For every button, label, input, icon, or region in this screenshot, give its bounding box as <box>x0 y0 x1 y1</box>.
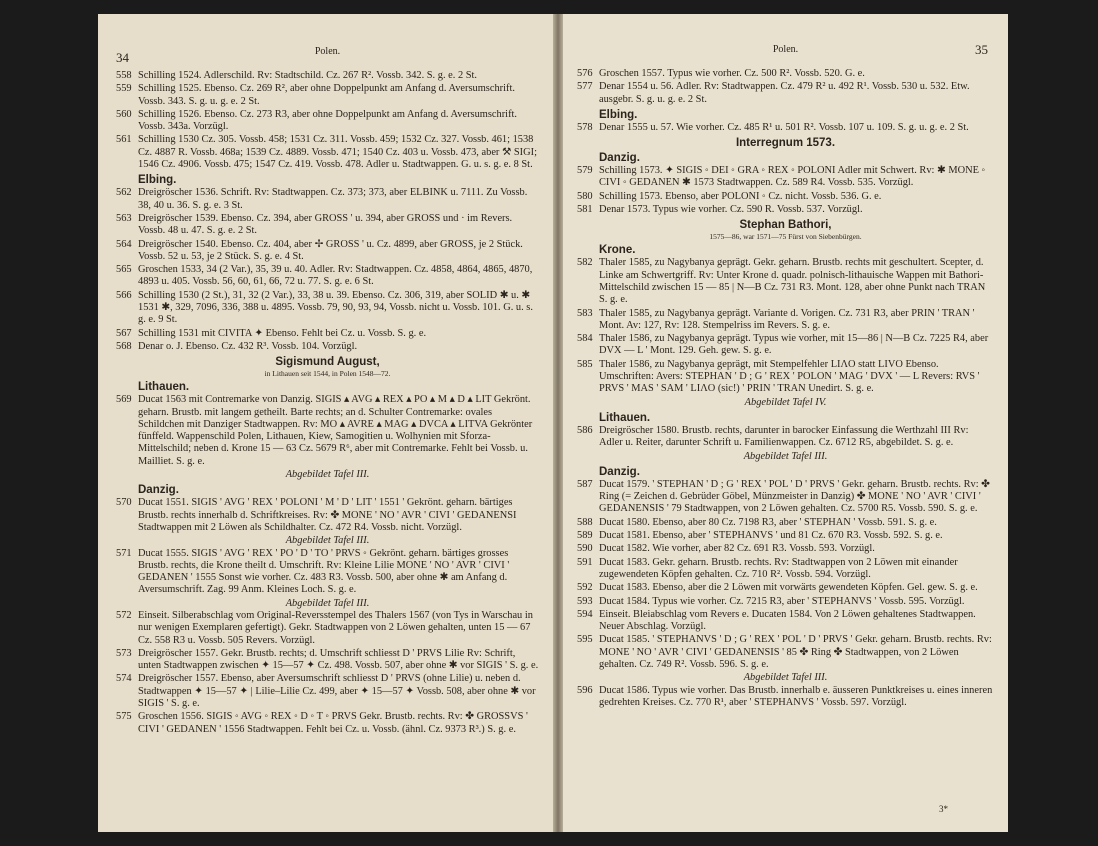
section-heading: Elbing. <box>599 108 638 121</box>
entry-number: 593 <box>577 595 593 607</box>
entry-text: Ducat 1584. Typus wie vorher. Cz. 7215 R3, aber ' STEPHANVS ' Vossb. 595. Vorzügl. <box>599 595 965 607</box>
entry-text: Thaler 1586, zu Nagybanya geprägt. Typus wie vorher, mit 15—86 | N—B Cz. 7225 R4, aber DVX — L ' Mont. 129. Geh. gew. S. g. e. <box>599 333 989 357</box>
entry-text: Dreigröscher 1536. Schrift. Rv: Stadtwappen. Cz. 373; 373, aber ELBINK u. 7111. Zu Vossb. 38, 40 u. 36. S. g. e. 3 St. <box>138 187 528 211</box>
catalog-entry <box>116 648 539 673</box>
entry-text: Ducat 1583. Gekr. geharn. Brustb. rechts. Rv: Stadtwappen von 2 Löwen mit einander zugewendeten Köpfen gehalten. Cz. 710 R². Vossb. 594. Vorzügl. <box>599 556 958 580</box>
entry-text: Denar 1555 u. 57. Wie vorher. Cz. 485 R¹ u. 501 R². Vossb. 107 u. 109. S. g. u. g. e. 2 St. <box>599 121 969 133</box>
entry-text: Ducat 1583. Ebenso, aber die 2 Löwen mit vorwärts gewendeten Köpfen. Gel. gew. S. g. e. <box>599 582 978 594</box>
book-gutter <box>553 14 563 832</box>
entry-number: 582 <box>577 257 593 269</box>
entry-number: 568 <box>116 340 132 352</box>
section-heading: Lithauen. <box>138 381 190 394</box>
entry-number: 589 <box>577 530 593 542</box>
catalog-entry <box>577 68 994 80</box>
entry-number: 585 <box>577 358 593 370</box>
entry-text: Schilling 1531 mit CIVITA ✦ Ebenso. Fehlt bei Cz. u. Vossb. S. g. e. <box>138 327 427 339</box>
reign-note: 1575—86, war 1571—75 Fürst von Siebenbürgen. <box>709 232 862 242</box>
entry-text: Ducat 1582. Wie vorher, aber 82 Cz. 691 R3. Vossb. 593. Vorzügl. <box>599 543 875 555</box>
catalog-entry <box>577 609 994 634</box>
catalog-entries <box>577 68 994 709</box>
catalog-entry <box>577 582 994 594</box>
entry-text: Einseit. Silberabschlag vom Original-Reversstempel des Thalers 1567 (von Tys in Warschau in nur wenigen Exemplaren gefertigt). Gekr. Stadtwappen von 2 Löwen gehalten, unten 15 — 67 Cz. 558 R3 u. Vossb. 505 Revers. Vorzügl. <box>138 609 533 646</box>
entry-text: Dreigröscher 1539. Ebenso. Cz. 394, aber GROSS ' u. 394, aber GROSS und · im Revers. Vossb. 48 u. 47. S. g. e. 2 St. <box>138 212 513 237</box>
entry-text: Ducat 1585. ' STEPHANVS ' D ; G ' REX ' POL ' D ' PRVS ' Gekr. geharn. Brustb. rechts. Rv: MONE ' NO ' AVR ' CIVI ' GEDANENSIS ' 85 ✤ Ring ✤ Stadtwappen, von 2 Löwen gehalten. Cz. 749 R². Vossb. 596. S. g. e. <box>599 634 992 670</box>
section-heading: Krone. <box>599 244 636 257</box>
entry-text: Groschen 1557. Typus wie vorher. Cz. 500 R². Vossb. 520. G. e. <box>599 68 865 79</box>
entry-text: Einseit. Bleiabschlag vom Revers e. Ducaten 1584. Von 2 Löwen gehaltenes Stadtwappen. Neuer Abschlag. Vorzügl. <box>599 608 976 633</box>
catalog-entry <box>116 711 539 736</box>
catalog-entry <box>116 290 539 327</box>
catalog-entry <box>116 394 539 468</box>
plate-reference: Abgebildet Tafel III. <box>743 450 828 462</box>
entry-number: 559 <box>116 83 132 95</box>
entry-text: Denar o. J. Ebenso. Cz. 432 R³. Vossb. 104. Vorzügl. <box>138 340 358 352</box>
entry-number: 565 <box>116 264 132 276</box>
reign-note: in Lithauen seit 1544, in Polen 1548—72. <box>264 369 391 379</box>
catalog-entry <box>116 187 539 212</box>
entry-text: Ducat 1579. ' STEPHAN ' D ; G ' REX ' POL ' D ' PRVS ' Gekr. geharn. Brustb. rechts. Rv: ✤ Ring (= Zeichen d. Gebrüder Göbel, Münzmeister in Danzig) ✤ MONE ' NO ' AVR ' CIVI ' GEDANENSIS ' 79 Stadtwappen, von 2 Löwen gehalten. Cz. 5700 R5. Vossb. 590. S. g. e. <box>599 478 990 515</box>
plate-reference: Abgebildet Tafel III. <box>285 469 370 481</box>
catalog-entry <box>577 122 994 134</box>
entry-number: 577 <box>577 81 593 93</box>
entry-number: 562 <box>116 187 132 199</box>
catalog-entry <box>116 328 539 340</box>
right-page <box>563 14 1008 832</box>
entry-text: Schilling 1525. Ebenso. Cz. 269 R², aber ohne Doppelpunkt am Anfang d. Aversumschrift. Vossb. 343. S. g. u. g. e. 2 St. <box>138 83 515 107</box>
catalog-entry <box>577 359 994 396</box>
catalog-entry <box>577 333 994 358</box>
catalog-entry <box>116 264 539 289</box>
entry-text: Schilling 1526. Ebenso. Cz. 273 R3, aber ohne Doppelpunkt am Anfang d. Aversumschrift. Vossb. 343a. Vorzügl. <box>138 108 518 133</box>
entry-number: 575 <box>116 711 132 723</box>
catalog-entry <box>577 685 994 710</box>
entry-number: 570 <box>116 497 132 509</box>
catalog-entry <box>116 341 539 353</box>
left-page <box>98 14 553 832</box>
entry-number: 578 <box>577 121 593 133</box>
entry-number: 579 <box>577 165 593 177</box>
catalog-entry <box>577 530 994 542</box>
catalog-entry <box>577 308 994 333</box>
entry-text: Denar 1554 u. 56. Adler. Rv: Stadtwappen. Cz. 479 R² u. 492 R¹. Vossb. 530 u. 532. Etw. ausgebr. S. g. u. g. e. 2 St. <box>599 81 970 105</box>
catalog-entry <box>577 557 994 582</box>
catalog-entry <box>116 109 539 134</box>
entry-number: 590 <box>577 543 593 555</box>
entry-number: 574 <box>116 673 132 685</box>
ruler-heading: Sigismund August, <box>275 356 380 369</box>
page-number: 35 <box>975 42 988 57</box>
catalog-entry <box>577 81 994 106</box>
catalog-entry <box>116 70 539 82</box>
entry-text: Schilling 1573. Ebenso, aber POLONI ◦ Cz. nicht. Vossb. 536. G. e. <box>599 190 882 202</box>
entry-text: Schilling 1573. ✦ SIGIS ◦ DEI ◦ GRA ◦ REX ◦ POLONI Adler mit Schwert. Rv: ✱ MONE ◦ CIVI ◦ GEDANEN ✱ 1573 Stadtwappen. Cz. 589 R4. Vossb. 535. Vorzügl. <box>599 165 986 189</box>
entry-text: Ducat 1586. Typus wie vorher. Das Brustb. innerhalb e. äusseren Punktkreises u. eines inneren gedrehten Kreises. Cz. 770 R¹, aber ' STEPHANVS ' Vossb. 597. Vorzügl. <box>599 684 993 708</box>
catalog-entry <box>116 134 539 171</box>
ruler-heading: Interregnum 1573. <box>735 137 836 150</box>
entry-text: Dreigröscher 1580. Brustb. rechts, darunter in barocker Einfassung die Werthzahl III Rv: Adler u. Reiter, darunter Schrift u. Familienwappen. Cz. 6712 R5, abgebildet. S. g. e. <box>599 424 969 449</box>
entry-text: Groschen 1533, 34 (2 Var.), 35, 39 u. 40. Adler. Rv: Stadtwappen. Cz. 4858, 4864, 4865, 4870, 4893 u. 405. Vossb. 56, 60, 61, 66, 72 u. 77. S. g. e. 6 St. <box>138 264 533 288</box>
catalog-entry <box>577 479 994 516</box>
ruler-heading: Stephan Bathori, <box>739 219 832 232</box>
entry-number: 580 <box>577 190 593 202</box>
entry-text: Ducat 1581. Ebenso, aber ' STEPHANVS ' und 81 Cz. 670 R3. Vossb. 592. S. g. e. <box>599 530 943 542</box>
entry-number: 569 <box>116 394 132 406</box>
entry-text: Ducat 1555. SIGIS ' AVG ' REX ' PO ' D ' TO ' PRVS ◦ Gekrönt. geharn. bärtiges grosses Brustb. rechts, die Krone theilt d. Umschrift. Rv: Kleine Lilie MONE ' NO ' AVR ' CIVI ' GEDANEN ' 1555 Sonst wie vorher. Cz. 483 R3. Vossb. 500, aber ohne ✱ am Anfang d. Aversumschrift. Zag. 99 Anm. Kleines Loch. S. g. e. <box>138 547 510 596</box>
entry-number: 566 <box>116 289 132 301</box>
entry-text: Schilling 1524. Adlerschild. Rv: Stadtschild. Cz. 267 R². Vossb. 342. S. g. e. 2 St. <box>138 70 478 81</box>
entry-text: Thaler 1585, zu Nagybanya geprägt. Variante d. Vorigen. Cz. 731 R3, aber PRIN ' TRAN ' Mont. Av: 127, Rv: 128. Stempelriss im Revers. S. g. e. <box>599 307 975 331</box>
entry-text: Ducat 1551. SIGIS ' AVG ' REX ' POLONI ' M ' D ' LIT ' 1551 ' Gekrönt. geharn. bärtiges Brustb. rechts innerhalb d. Schriftkreises. Rv: ✤ MONE ' NO ' AVR ' CIVI ' GEDANENSI Stadtwappen mit 2 Löwen als Schildhalter. Cz. 472 R4. Vossb. nicht. Vorzügl. <box>138 497 517 533</box>
entry-number: 587 <box>577 478 593 490</box>
entry-number: 596 <box>577 684 593 696</box>
plate-reference: Abgebildet Tafel IV. <box>744 396 827 408</box>
entry-text: Thaler 1586, zu Nagybanya geprägt, mit Stempelfehler LIΛO statt LIVO Ebenso. Umschriften: Avers: STEPHAN ' D ; G ' REX ' POLON ' MAG ' DVX ' — L Revers: RVS ' PRVS ' MAS ' SAM ' LIΛO (sic!) ' PRIN ' TRAN Unedirt. S. g. e. <box>599 358 980 395</box>
catalog-entry <box>577 425 994 450</box>
catalog-entry <box>577 517 994 529</box>
entry-number: 583 <box>577 307 593 319</box>
catalog-entry <box>116 239 539 264</box>
section-heading: Elbing. <box>138 174 177 187</box>
entry-text: Ducat 1563 mit Contremarke von Danzig. SIGIS ▴ AVG ▴ REX ▴ PO ▴ M ▴ D ▴ LIT Gekrönt. geharn. Brustb. mit langem getheilt. Barte rechts; an d. Schulter Contremarke: ovales Schildchen mit Danziger Stadtwappen. Rv: MO ▴ AVRE ▴ MAG ▴ DVCA ▴ LITVA Gekrönter fünffeld. Wappenschild Polen, Lithauen, Kiew, Samogitien u. Wolhynien mit Sforza-Mittelschild; neben d. Krone 15 — 63 Cz. 5679 R⁶, aber mit Contremarke. Fehlt bei Vossb. u. Mailliet. S. g. e. <box>138 394 533 467</box>
running-head <box>577 42 994 68</box>
catalog-entry <box>116 548 539 597</box>
section-heading: Danzig. <box>599 152 640 165</box>
entry-number: 573 <box>116 647 132 659</box>
catalog-entry <box>116 497 539 534</box>
entry-number: 594 <box>577 608 593 620</box>
section-heading: Lithauen. <box>599 411 651 424</box>
entry-text: Denar 1573. Typus wie vorher. Cz. 590 R. Vossb. 537. Vorzügl. <box>599 204 863 216</box>
entry-number: 591 <box>577 556 593 568</box>
entry-text: Groschen 1556. SIGIS ◦ AVG ◦ REX ◦ D ◦ T ◦ PRVS Gekr. Brustb. rechts. Rv: ✤ GROSSVS ' CIVI ' GEDANEN ' 1556 Stadtwappen. Fehlt bei Cz. u. Vossb. (ähnl. Cz. 9373 R³.) S. g. e. <box>138 711 528 735</box>
catalog-entry <box>116 673 539 710</box>
entry-number: 567 <box>116 327 132 339</box>
running-title: Polen. <box>772 44 799 55</box>
entry-text: Dreigröscher 1557. Ebenso, aber Aversumschrift schliesst D ' PRVS (ohne Lilie) u. neben d. Stadtwappen ✦ 15—57 ✦ | Lilie–Lilie Cz. 499, aber ✦ 15—57 ✦ Vossb. 508, aber ohne ✱ vor SIGIS ' S. g. e. <box>138 673 536 710</box>
entry-number: 558 <box>116 70 132 81</box>
catalog-entry <box>577 191 994 203</box>
catalog-entries <box>116 70 539 736</box>
plate-reference: Abgebildet Tafel III. <box>743 672 828 684</box>
catalog-entry <box>577 204 994 216</box>
entry-number: 595 <box>577 634 593 646</box>
entry-number: 572 <box>116 609 132 621</box>
catalog-entry <box>577 257 994 306</box>
catalog-entry <box>116 213 539 238</box>
catalog-entry <box>116 610 539 647</box>
entry-text: Dreigröscher 1557. Gekr. Brustb. rechts; d. Umschrift schliesst D ' PRVS Lilie Rv: Schrift, unten Stadtwappen zwischen ✦ 15—57 ✦ Cz. 498. Vossb. 507, aber ohne ✱ vor SIGIS ' S. g. e. <box>138 647 539 672</box>
entry-number: 561 <box>116 134 132 146</box>
catalog-entry <box>577 634 994 671</box>
section-heading: Danzig. <box>599 465 640 478</box>
catalog-entry <box>116 83 539 108</box>
entry-text: Ducat 1580. Ebenso, aber 80 Cz. 7198 R3, aber ' STEPHAN ' Vossb. 591. S. g. e. <box>599 516 937 528</box>
entry-number: 576 <box>577 68 593 79</box>
running-head <box>116 44 539 70</box>
entry-number: 584 <box>577 333 593 345</box>
entry-text: Schilling 1530 (2 St.), 31, 32 (2 Var.), 33, 38 u. 39. Ebenso. Cz. 306, 319, aber SOLID ✱ u. ✱ 1531 ✱, 329, 7096, 336, 388 u. 4895. Vossb. 79, 90, 93, 94, Vossb. nicht u. Vossb. 101. G. u. s. g. e. 9 St. <box>138 289 533 326</box>
page-number: 34 <box>116 50 129 65</box>
entry-number: 564 <box>116 238 132 250</box>
entry-number: 563 <box>116 212 132 224</box>
entry-number: 571 <box>116 547 132 559</box>
entry-number: 586 <box>577 424 593 436</box>
entry-text: Dreigröscher 1540. Ebenso. Cz. 404, aber ✢ GROSS ' u. Cz. 4899, aber GROSS, je 2 Stück. Vossb. 52 u. 53, je 2 Stück. S. g. e. 4 St. <box>138 238 523 262</box>
entry-number: 588 <box>577 516 593 528</box>
entry-number: 560 <box>116 108 132 120</box>
catalog-entry <box>577 543 994 555</box>
catalog-entry <box>577 165 994 190</box>
catalog-entry <box>577 596 994 608</box>
entry-text: Thaler 1585, zu Nagybanya geprägt. Gekr. geharn. Brustb. rechts mit geschultert. Scepter, d. Linke am Schwertgriff. Rv: Unter Krone d. quadr. polnisch-lithauische Wappen mit Bathori-Mittelschild zwischen 15 — 85 | N—B Cz. 731 R3. Mont. 128, aber ohne Punkt nach TRAN S. g. e. <box>599 257 986 306</box>
entry-number: 581 <box>577 204 593 216</box>
running-title: Polen. <box>314 46 341 57</box>
entry-text: Schilling 1530 Cz. 305. Vossb. 458; 1531 Cz. 311. Vossb. 459; 1532 Cz. 327. Vossb. 461; 1538 Cz. 4887 R. Vossb. 468a; 1539 Cz. 4889. Vossb. 471; 1540 Cz. 403 u. Vossb. 473, aber ⚒ SIGI; 1546 Cz. 4906. Vossb. 475; 1547 Cz. 419. Vossb. 478. Adler u. Stadtwappen. G. u. s. g. e. 8 St. <box>138 134 537 171</box>
plate-reference: Abgebildet Tafel III. <box>285 535 370 547</box>
plate-reference: Abgebildet Tafel III. <box>285 597 370 609</box>
entry-number: 592 <box>577 582 593 594</box>
signature-mark: 3* <box>939 804 948 814</box>
section-heading: Danzig. <box>138 484 179 497</box>
